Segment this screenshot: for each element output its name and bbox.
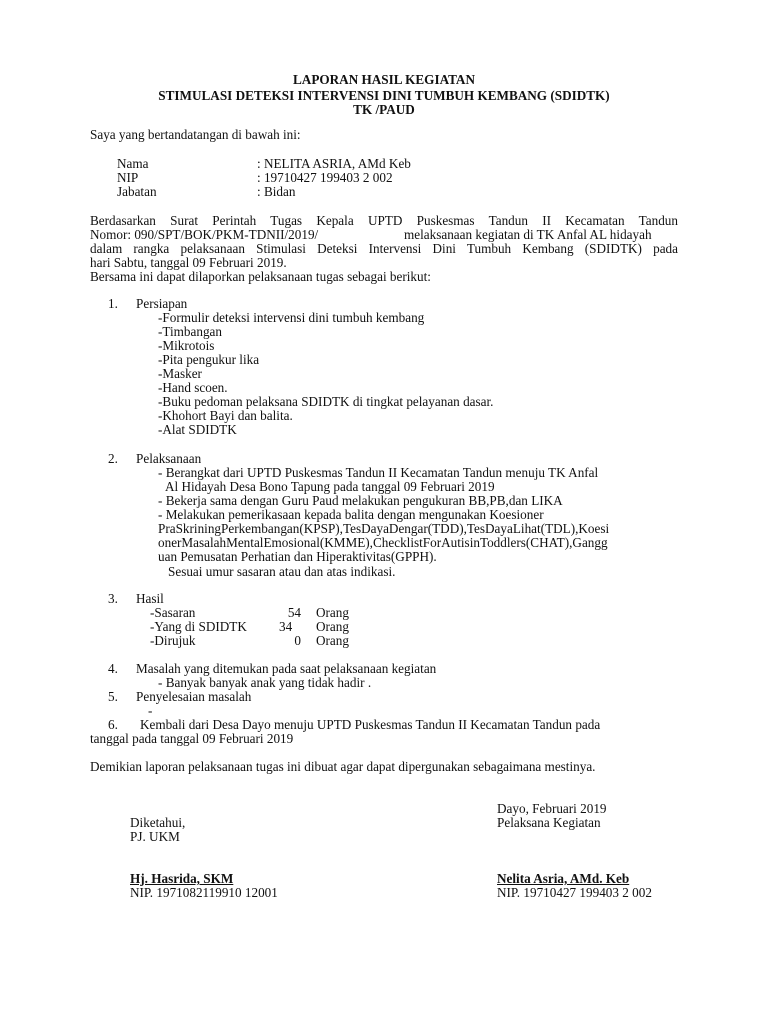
basis-line-3: dalam rangka pelaksanaan Stimulasi Deteksi Intervensi Dini Tumbuh Kembang (SDIDTK) pada [90,241,678,256]
section-2-number: 2. [108,451,118,466]
return-line-1: Kembali dari Desa Dayo menuju UPTD Puskesmas Tandun II Kecamatan Tandun pada [140,717,601,732]
result-count: 0 [294,633,301,648]
section-3-title: Hasil [136,591,164,606]
closing-statement: Demikian laporan pelaksanaan tugas ini dibuat agar dapat dipergunakan sebagaimana mestinya. [90,759,596,774]
signature-right-nip: NIP. 19710427 199403 2 002 [497,885,652,900]
basis-line-4: hari Sabtu, tanggal 09 Februari 2019. [90,255,287,270]
signature-left-role-1: Diketahui, [130,815,186,830]
section-1-number: 1. [108,296,118,311]
identity-value-nip: : 19710427 199403 2 002 [257,170,393,185]
prep-item: -Pita pengukur lika [158,352,260,367]
section-1-title: Persiapan [136,296,188,311]
basis-line-5: Bersama ini dapat dilaporkan pelaksanaan tugas sebagai berikut: [90,269,431,284]
section-5-number: 5. [108,689,118,704]
signature-left-role-2: PJ. UKM [130,829,180,844]
result-unit: Orang [316,619,349,634]
section-3-number: 3. [108,591,118,606]
title-line-2: STIMULASI DETEKSI INTERVENSI DINI TUMBUH KEMBANG (SDIDTK) [158,88,610,103]
section-2-title: Pelaksanaan [136,451,202,466]
prep-item: -Timbangan [158,324,222,339]
title-line-1: LAPORAN HASIL KEGIATAN [293,72,475,87]
title-line-3: TK /PAUD [353,102,415,117]
solution-item: - [148,703,153,718]
identity-value-name: : NELITA ASRIA, AMd Keb [257,156,411,171]
identity-label-name: Nama [117,156,149,171]
result-label: -Dirujuk [150,633,196,648]
intro-text: Saya yang bertandatangan di bawah ini: [90,127,301,142]
identity-label-nip: NIP [117,170,139,185]
exec-line-4: - Melakukan pemerikasaan kepada balita dengan mengunakan Koesioner [158,507,544,522]
exec-line-8: Sesuai umur sasaran atau dan atas indikasi. [168,564,396,579]
prep-item: -Mikrotois [158,338,215,353]
basis-line-2a: Nomor: 090/SPT/BOK/PKM-TDNII/2019/ [90,227,319,242]
basis-line-2b: melaksanaan kegiatan di TK Anfal AL hidayah [404,227,652,242]
section-5-title: Penyelesaian masalah [136,689,252,704]
prep-item: -Hand scoen. [158,380,228,395]
result-unit: Orang [316,633,349,648]
prep-item: -Formulir deteksi intervensi dini tumbuh kembang [158,310,425,325]
basis-line-1: Berdasarkan Surat Perintah Tugas Kepala UPTD Puskesmas Tandun II Kecamatan Tandun [90,213,678,228]
exec-line-2: Al Hidayah Desa Bono Tapung pada tanggal 09 Februari 2019 [165,479,495,494]
exec-line-6: onerMasalahMentalEmosional(KMME),ChecklistForAutisinToddlers(CHAT),Gangg [158,535,608,550]
signature-right-role: Pelaksana Kegiatan [497,815,601,830]
result-count: 54 [287,605,301,620]
result-count: 34 [279,619,293,634]
signature-right-name: Nelita Asria, AMd. Keb [497,871,630,886]
signature-left-name: Hj. Hasrida, SKM [130,871,234,886]
exec-line-1: - Berangkat dari UPTD Puskesmas Tandun II Kecamatan Tandun menuju TK Anfal [158,465,599,480]
prep-item: -Khohort Bayi dan balita. [158,408,293,423]
prep-item: -Buku pedoman pelaksana SDIDTK di tingkat pelayanan dasar. [158,394,494,409]
signature-place-date: Dayo, Februari 2019 [497,801,607,816]
section-4-number: 4. [108,661,118,676]
identity-value-jabatan: : Bidan [257,184,296,199]
prep-item: -Masker [158,366,202,381]
signature-left-nip: NIP. 1971082119910 12001 [130,885,278,900]
prep-item: -Alat SDIDTK [158,422,237,437]
result-unit: Orang [316,605,349,620]
return-line-2: tanggal pada tanggal 09 Februari 2019 [90,731,294,746]
result-label: -Yang di SDIDTK [150,619,247,634]
problem-item: - Banyak banyak anak yang tidak hadir . [158,675,372,690]
identity-label-jabatan: Jabatan [117,184,157,199]
exec-line-7: uan Pemusatan Perhatian dan Hiperaktivitas(GPPH). [158,549,437,564]
exec-line-5: PraSkriningPerkembangan(KPSP),TesDayaDengar(TDD),TesDayaLihat(TDL),Koesi [158,521,610,536]
result-label: -Sasaran [150,605,196,620]
section-4-title: Masalah yang ditemukan pada saat pelaksanaan kegiatan [136,661,437,676]
exec-line-3: - Bekerja sama dengan Guru Paud melakukan pengukuran BB,PB,dan LIKA [158,493,563,508]
section-6-number: 6. [108,717,118,732]
